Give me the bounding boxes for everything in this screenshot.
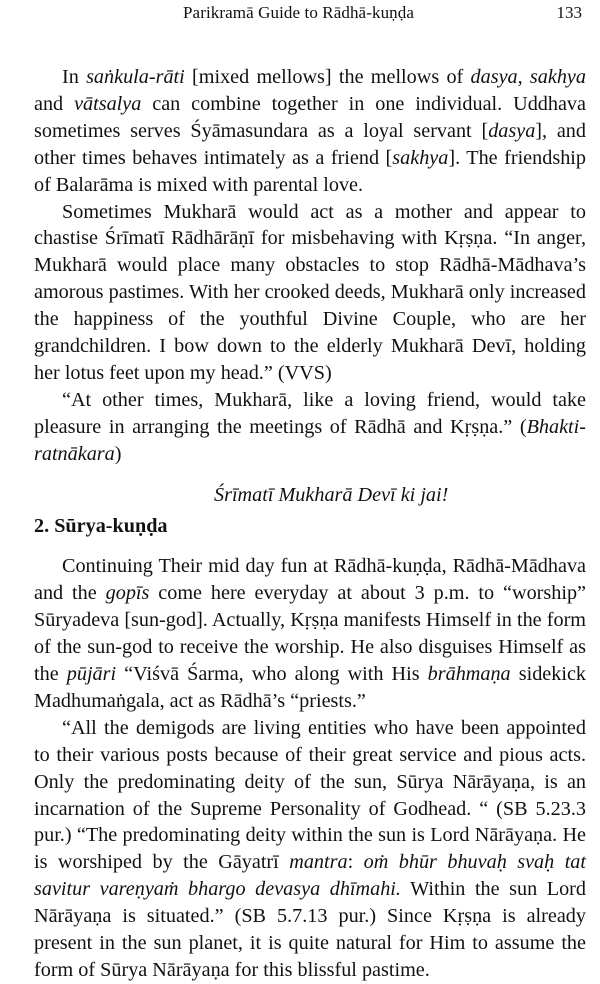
exclamation-line: Śrīmatī Mukharā Devī ki jai! <box>214 483 449 506</box>
text-run: ) <box>114 442 122 465</box>
section-heading: 2. Sūrya-kuṇḍa <box>34 514 168 537</box>
italic-run: sakhya <box>392 146 449 169</box>
paragraph-mukhara-friend <box>34 387 586 468</box>
text-run: sidekick Madhumaṅgala, act as Rādhā’s “priests.” <box>34 663 587 712</box>
italic-run: mantra <box>289 851 348 874</box>
italic-run: oṁ bhūr bhuvaḥ svaḥ tat savitur vareṇyaṁ bhargo devasya dhīmahi. <box>34 851 587 901</box>
italic-run: vātsalya <box>74 92 142 115</box>
page-body <box>34 64 586 984</box>
text-run: Continuing Their mid day fun at Rādhā-kuṇḍa, Rādhā-Mādhava and the <box>34 555 586 605</box>
text-run: “At other times, Mukharā, like a loving friend, would take pleasure in arranging the meetings of Rādhā and Kṛṣṇa.” ( <box>34 388 586 438</box>
text-run: [mixed mellows] the mellows of <box>184 66 471 88</box>
text-run: In <box>62 66 87 88</box>
page-header <box>0 3 600 27</box>
text-run: can combine together in one individual. Uddhava sometimes serves Śyāmasundara as a loyal servant [ <box>34 92 586 142</box>
text-run: ], and other times behaves intimately as a friend [ <box>34 119 586 169</box>
paragraph-sankula-rati <box>34 64 586 199</box>
paragraph-mukhara-mother <box>34 199 586 387</box>
text-run: and <box>34 92 75 115</box>
text-run: Sometimes Mukharā would act as a mother and appear to chastise Śrīmatī Rādhārāṇī for misbehaving with Kṛṣṇa. “In anger, Mukharā would place many obstacles to stop Rādhā-Mādhava’s amorous pastimes. With her crooked deeds, Mukharā only increased the happiness of the youthful Divine Couple, who are her grandchildren. I bow down to the elderly Mukharā Devī, holding her lotus feet upon my head.” (VVS) <box>34 200 586 384</box>
text-run: : <box>347 851 364 874</box>
page-number: 133 <box>556 3 582 22</box>
italic-run: Bhakti-ratnākara <box>34 415 586 465</box>
text-run: ]. The friendship of Balarāma is mixed with parental love. <box>34 146 586 196</box>
text-run: “Viśvā Śarma, who along with His <box>116 663 428 686</box>
text-run: Within the sun Lord Nārāyaṇa is situated.” (SB 5.7.13 pur.) Since Kṛṣṇa is already present in the sun planet, it is quite natural for Him to assume the form of Sūrya Nārāyaṇa for this blissful pastime. <box>34 878 586 981</box>
text-run: come here everyday at about 3 p.m. to “worship” Sūryadeva [sun-god]. Actually, Kṛṣṇa manifests Himself in the form of the sun-god to receive the worship. He also disguises Himself as the <box>34 582 586 686</box>
text-run: “All the demigods are living entities who have been appointed to their various posts because of their great service and pious acts. Only the predominating deity of the sun, Sūrya Nārāyaṇa, is an incarnation of the Supreme Personality of Godhead. “ (SB 5.23.3 pur.) “The predominating deity within the sun is Lord Nārāyaṇa. He is worshiped by the Gāyatrī <box>34 716 586 874</box>
italic-run: dasya, sakhya <box>470 66 586 88</box>
running-title: Parikramā Guide to Rādhā-kuṇḍa <box>183 3 415 22</box>
italic-run: gopīs <box>105 582 150 605</box>
paragraph-surya-kunda-worship <box>34 553 586 714</box>
italic-run: saṅkula-rāti <box>86 66 185 88</box>
italic-run: dasya <box>488 119 536 142</box>
italic-run: brāhmaṇa <box>427 663 511 686</box>
paragraph-demigods <box>34 715 586 984</box>
italic-run: pūjāri <box>66 663 117 686</box>
